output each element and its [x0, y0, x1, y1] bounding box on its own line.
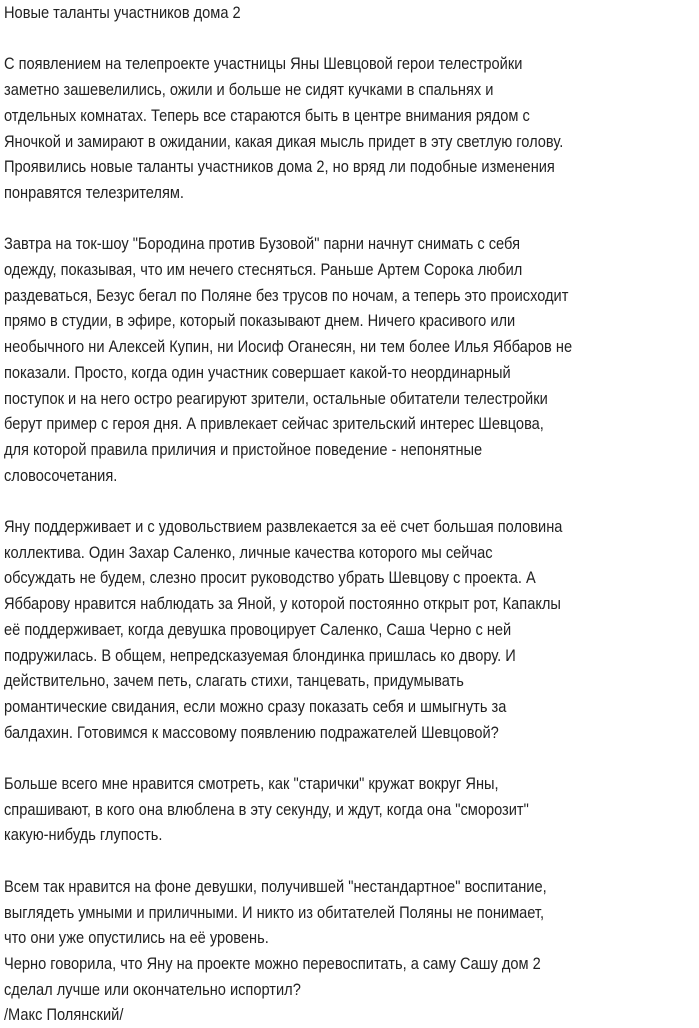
text-line: балдахин. Готовимся к массовому появлению подражателей Шевцовой?	[4, 722, 499, 742]
text-line: прямо в студии, в эфире, который показывают днем. Ничего красивого или	[4, 311, 516, 331]
article-title	[4, 0, 699, 26]
paragraph	[4, 771, 699, 848]
text-line: Черно говорила, что Яну на проекте можно перевоспитать, а саму Сашу дом 2	[4, 953, 541, 973]
text-line: необычного ни Алексей Купин, ни Иосиф Оганесян, ни тем более Илья Яббаров не	[4, 337, 573, 357]
text-line: Всем так нравится на фоне девушки, получившей "нестандартное" воспитание,	[4, 876, 547, 896]
text-line: что они уже опустились на её уровень.	[4, 928, 269, 948]
text-line: раздеваться, Безус бегал по Поляне без трусов по ночам, а теперь это происходит	[4, 285, 569, 305]
article-body	[4, 51, 699, 1028]
text-line: Яну поддерживает и с удовольствием развлекается за её счет большая половина	[4, 517, 563, 537]
text-line: романтические свидания, если можно сразу показать себя и шмыгнуть за	[4, 696, 507, 716]
text-line: понравятся телезрителям.	[4, 182, 184, 202]
text-line: для которой правила приличия и пристойное поведение - непонятные	[4, 439, 483, 459]
text-line: Завтра на ток-шоу "Бородина против Бузовой" парни начнут снимать с себя	[4, 234, 520, 254]
text-line: С появлением на телепроекте участницы Яны Шевцовой герои телестройки	[4, 54, 523, 74]
text-line: Больше всего мне нравится смотреть, как "старички" кружат вокруг Яны,	[4, 774, 499, 794]
text-line: обсуждать не будем, слезно просит руководство убрать Шевцову с проекта. А	[4, 568, 536, 588]
text-line: словосочетания.	[4, 465, 118, 485]
text-line: Яббарову нравится наблюдать за Яной, у которой постоянно открыт рот, Капаклы	[4, 594, 561, 614]
text-line: Проявились новые таланты участников дома 2, но вряд ли подобные изменения	[4, 157, 555, 177]
text-line: какую-нибудь глупость.	[4, 825, 163, 845]
title-text: Новые таланты участников дома 2	[4, 3, 241, 22]
text-line: подружилась. В общем, непредсказуемая блондинка пришлась ко двору. И	[4, 645, 516, 665]
paragraph	[4, 51, 699, 205]
text-line: берут пример с героя дня. А привлекает сейчас зрительский интерес Шевцова,	[4, 414, 544, 434]
paragraph	[4, 514, 699, 745]
paragraph	[4, 231, 699, 488]
author-signature: /Макс Полянский/	[4, 1005, 124, 1025]
text-line: поступок и на него остро реагируют зрители, остальные обитатели телестройки	[4, 388, 548, 408]
text-line: коллектива. Один Захар Саленко, личные качества которого мы сейчас	[4, 542, 493, 562]
text-line: одежду, показывая, что им нечего стесняться. Раньше Артем Сорока любил	[4, 260, 523, 279]
text-line: показали. Просто, когда один участник совершает какой-то неординарный	[4, 362, 511, 382]
text-line: сделал лучше или окончательно испортил?	[4, 979, 301, 999]
text-line: спрашивают, в кого она влюблена в эту секунду, и ждут, когда она "сморозит"	[4, 799, 529, 819]
text-line: её поддерживает, когда девушка провоцирует Саленко, Саша Черно с ней	[4, 619, 512, 639]
text-line: Яночкой и замирают в ожидании, какая дикая мысль придет в эту светлую голову.	[4, 131, 564, 151]
text-line: действительно, зачем петь, слагать стихи, танцевать, придумывать	[4, 671, 464, 691]
text-line: выглядеть умными и приличными. И никто из обитателей Поляны не понимает,	[4, 902, 545, 922]
text-line: заметно зашевелились, ожили и больше не сидят кучками в спальнях и	[4, 80, 494, 100]
paragraph	[4, 874, 699, 1028]
text-line: отдельных комнатах. Теперь все стараются быть в центре внимания рядом с	[4, 105, 530, 125]
